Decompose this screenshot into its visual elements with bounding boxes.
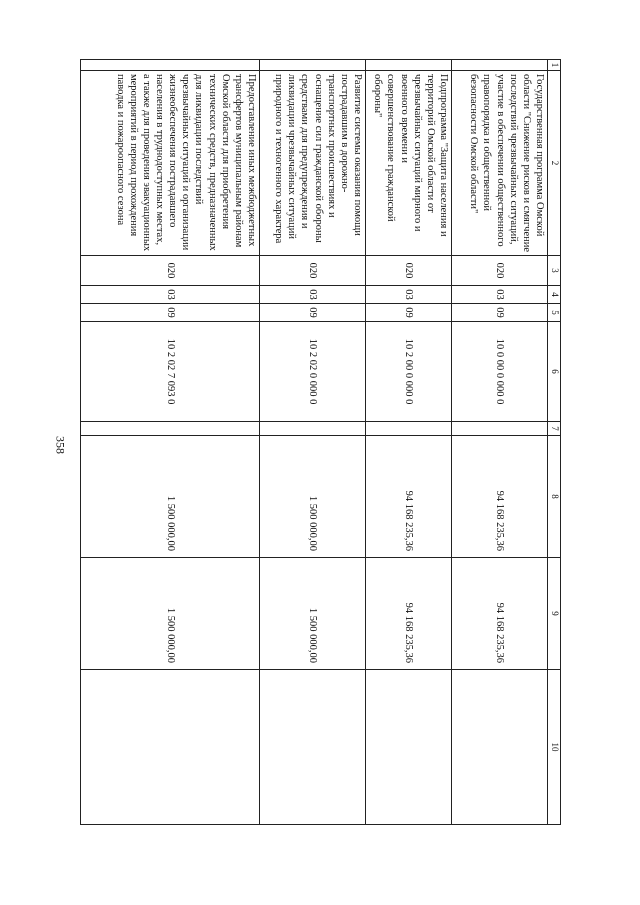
header-row bbox=[548, 60, 561, 825]
table-row bbox=[260, 60, 366, 825]
budget-table bbox=[80, 59, 561, 825]
subsection-code-cell: 09 bbox=[452, 304, 548, 322]
budget-table-rotated bbox=[77, 59, 561, 824]
amount-total-cell: 94 168 235,36 bbox=[452, 436, 548, 558]
target-article-cell: 10 2 02 7 093 0 bbox=[81, 322, 260, 422]
target-article-cell: 10 2 02 0 000 0 bbox=[260, 322, 366, 422]
program-name-cell: Развитие системы оказания помощи пострадавшим в дорожно-транспортных происшествиях и оснащение сил гражданской обороны средствами для предупреждения и ликвидации чрезвычайных ситуаций природного и техногенного характера bbox=[260, 71, 366, 256]
expense-type-cell bbox=[452, 422, 548, 436]
header-cell-7: 7 bbox=[548, 422, 561, 436]
target-article-cell: 10 0 00 0 000 0 bbox=[452, 322, 548, 422]
amount-extra-cell bbox=[260, 670, 366, 825]
amount-total-cell: 94 168 235,36 bbox=[366, 436, 452, 558]
admin-code-cell: 020 bbox=[452, 256, 548, 286]
header-cell-6: 6 bbox=[548, 322, 561, 422]
section-code-cell: 03 bbox=[366, 286, 452, 304]
table-row bbox=[452, 60, 548, 825]
expense-type-cell bbox=[260, 422, 366, 436]
amount-extra-cell bbox=[81, 670, 260, 825]
header-cell-10: 10 bbox=[548, 670, 561, 825]
header-cell-1: 1 bbox=[548, 60, 561, 71]
table-row bbox=[366, 60, 452, 825]
amount-cell: 1 500 000,00 bbox=[260, 558, 366, 670]
subsection-code-cell: 09 bbox=[366, 304, 452, 322]
expense-type-cell bbox=[81, 422, 260, 436]
subsection-code-cell: 09 bbox=[260, 304, 366, 322]
section-code-cell: 03 bbox=[452, 286, 548, 304]
header-cell-9: 9 bbox=[548, 558, 561, 670]
table-row bbox=[81, 60, 260, 825]
header-cell-2: 2 bbox=[548, 71, 561, 256]
amount-cell: 94 168 235,36 bbox=[366, 558, 452, 670]
row-index-cell bbox=[366, 60, 452, 71]
row-index-cell bbox=[81, 60, 260, 71]
amount-extra-cell bbox=[366, 670, 452, 825]
target-article-cell: 10 2 00 0 000 0 bbox=[366, 322, 452, 422]
expense-type-cell bbox=[366, 422, 452, 436]
amount-extra-cell bbox=[452, 670, 548, 825]
page-number bbox=[53, 436, 68, 454]
page-number-text: 358 bbox=[53, 436, 68, 454]
budget-table-container bbox=[77, 59, 561, 824]
header-cell-4: 4 bbox=[548, 286, 561, 304]
header-cell-5: 5 bbox=[548, 304, 561, 322]
amount-total-cell: 1 500 000,00 bbox=[81, 436, 260, 558]
subsection-code-cell: 09 bbox=[81, 304, 260, 322]
amount-cell: 94 168 235,36 bbox=[452, 558, 548, 670]
row-index-cell bbox=[260, 60, 366, 71]
section-code-cell: 03 bbox=[260, 286, 366, 304]
program-name-cell: Предоставление иных межбюджетных трансфертов муниципальным районам Омской области для приобретения технических средств, предназначенных для ликвидации последствий чрезвычайных ситуаций и организации жизнеобеспечения пострадавшего населения в труднодоступных местах, а также для проведения эвакуационных мероприятий в период прохождения паводка и пожароопасного сезона bbox=[81, 71, 260, 256]
row-index-cell bbox=[452, 60, 548, 71]
section-code-cell: 03 bbox=[81, 286, 260, 304]
program-name-cell: Государственная программа Омской области "Снижение рисков и смягчение последствий чрезвычайных ситуаций, участие в обеспечении общественного правопорядка и общественной безопасности Омской области" bbox=[452, 71, 548, 256]
header-cell-8: 8 bbox=[548, 436, 561, 558]
header-cell-3: 3 bbox=[548, 256, 561, 286]
program-name-cell: Подпрограмма "Защита населения и территорий Омской области от чрезвычайных ситуаций мирного и военного времени и совершенствование гражданской обороны" bbox=[366, 71, 452, 256]
amount-total-cell: 1 500 000,00 bbox=[260, 436, 366, 558]
admin-code-cell: 020 bbox=[81, 256, 260, 286]
admin-code-cell: 020 bbox=[260, 256, 366, 286]
amount-cell: 1 500 000,00 bbox=[81, 558, 260, 670]
admin-code-cell: 020 bbox=[366, 256, 452, 286]
